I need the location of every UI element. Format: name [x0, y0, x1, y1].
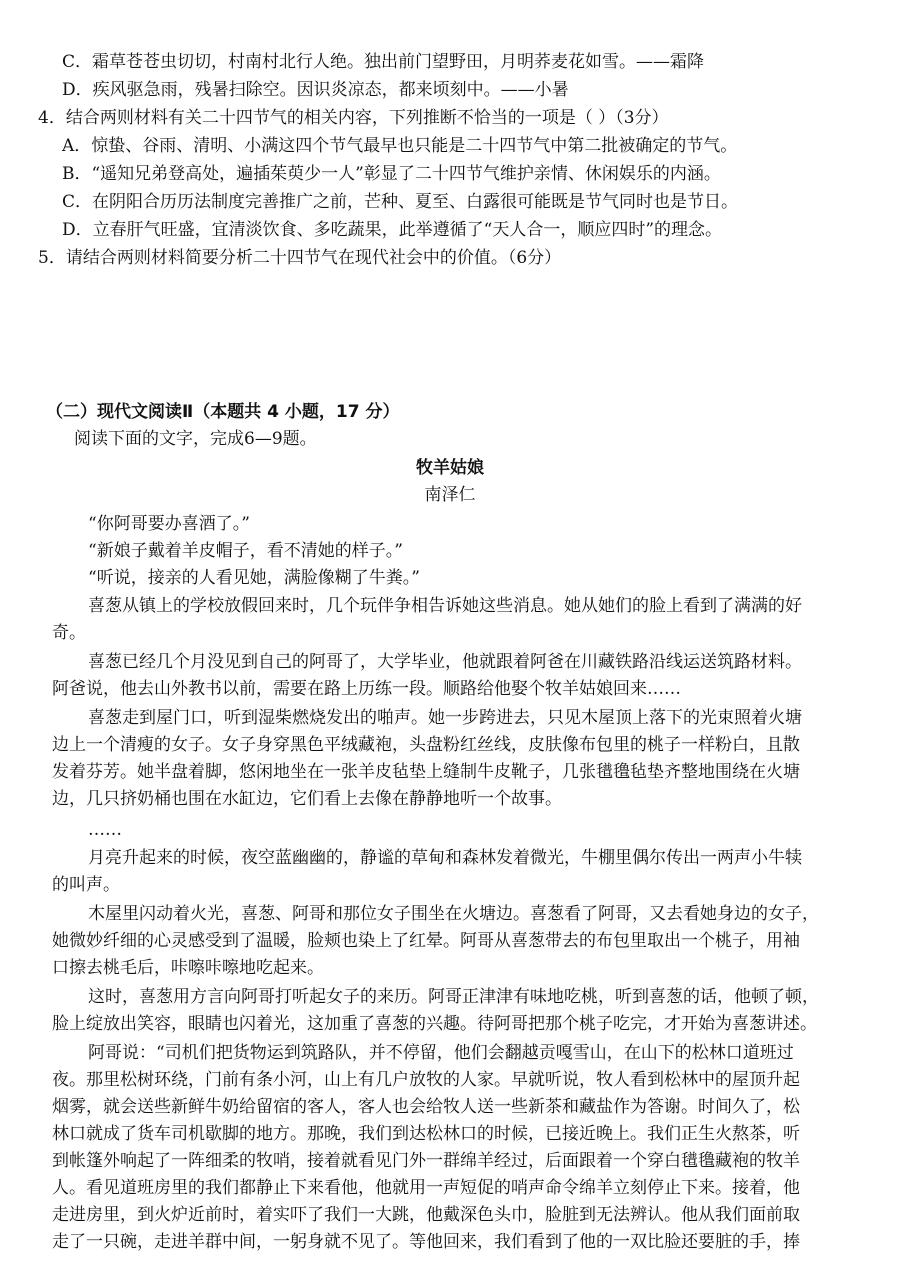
paragraph-8-line-1: 木屋里闪动着火光，喜葱、阿哥和那位女子围坐在火塘边。喜葱看了阿哥，又去看她身边的女子， — [88, 904, 819, 924]
section-intro: 阅读下面的文字，完成6—9题。 — [74, 429, 317, 449]
dialogue-line-2: “新娘子戴着羊皮帽子，看不清她的样子。” — [88, 541, 403, 561]
paragraph-9-line-1: 这时，喜葱用方言向阿哥打听起女子的来历。阿哥正津津有味地吃桃，听到喜葱的话，他顿了顿， — [88, 987, 819, 1007]
paragraph-10-line-4: 林口就成了货车司机歇脚的地方。那晚，我们到达松林口的时候，已接近晚上。我们正生火熬茶，听 — [52, 1124, 800, 1144]
paragraph-10-line-8: 走了一只碗，走进羊群中间，一躬身就不见了。等他回来，我们看到了他的一双比脸还要脏的手，捧 — [52, 1232, 800, 1252]
paragraph-6-line-1: 喜葱走到屋门口，听到湿柴燃烧发出的啪声。她一步跨进去，只见木屋顶上落下的光束照着火塘 — [88, 708, 802, 728]
dialogue-line-3: “听说，接亲的人看见她，满脸像糊了牛粪。” — [88, 568, 420, 588]
paragraph-6-line-2: 边上一个清瘦的女子。女子身穿黑色平绒藏袍，头盘粉红丝线，皮肤像布包里的桃子一样粉白，且散 — [52, 735, 800, 755]
ellipsis: …… — [88, 820, 122, 840]
paragraph-10-line-2: 夜。那里松树环绕，门前有条小河，山上有几户放牧的人家。早就听说，牧人看到松林中的屋顶升起 — [52, 1070, 800, 1090]
paragraph-9-line-2: 脸上绽放出笑容，眼睛也闪着光，这加重了喜葱的兴趣。待阿哥把那个桃子吃完，才开始为喜葱讲述。 — [52, 1014, 817, 1034]
paragraph-7-line-1: 月亮升起来的时候，夜空蓝幽幽的，静谧的草甸和森林发着微光，牛棚里偶尔传出一两声小牛犊 — [88, 848, 802, 868]
q4-option-d: D．立春肝气旺盛，宜清淡饮食、多吃蔬果，此举遵循了“天人合一，顺应四时”的理念。 — [62, 220, 723, 240]
paragraph-4-line-1: 喜葱从镇上的学校放假回来时，几个玩伴争相告诉她这些消息。她从她们的脸上看到了满满的好 — [88, 596, 802, 616]
q4-option-a: A．惊蛰、谷雨、清明、小满这四个节气最早也只能是二十四节气中第二批被确定的节气。 — [62, 136, 738, 156]
paragraph-10-line-3: 烟雾，就会送些新鲜牛奶给留宿的客人，客人也会给牧人送一些新茶和藏盐作为答谢。时间久了，松 — [52, 1097, 800, 1117]
paragraph-6-line-4: 边，几只挤奶桶也围在水缸边，它们看上去像在静静地听一个故事。 — [52, 789, 562, 809]
q3-option-c: C．霜草苍苍虫切切，村南村北行人绝。独出前门望野田，月明荞麦花如雪。——霜降 — [62, 52, 705, 72]
paragraph-10-line-5: 到帐篷外响起了一阵细柔的牧哨，接着就看见门外一群绵羊经过，后面跟着一个穿白氆氇藏袍的牧羊 — [52, 1151, 800, 1171]
paragraph-5-line-2: 阿爸说，他去山外教书以前，需要在路上历练一段。顺路给他娶个牧羊姑娘回来…… — [52, 679, 681, 699]
paragraph-10-line-6: 人。看见道班房里的我们都静止下来看他，他就用一声短促的哨声命令绵羊立刻停止下来。接着，他 — [52, 1178, 800, 1198]
paragraph-4-line-2: 奇。 — [52, 623, 86, 643]
q4-option-b: B．“遥知兄弟登高处，遍插茱萸少一人”彰显了二十四节气维护亲情、休闲娱乐的内涵。 — [62, 164, 721, 184]
paragraph-8-line-3: 口擦去桃毛后，咔嚓咔嚓地吃起来。 — [52, 958, 324, 978]
q3-option-d: D．疾风驱急雨，残暑扫除空。因识炎凉态，都来顷刻中。——小暑 — [62, 80, 569, 100]
paragraph-7-line-2: 的叫声。 — [52, 875, 120, 895]
paragraph-6-line-3: 发着芬芳。她半盘着脚，悠闲地坐在一张羊皮毡垫上缝制牛皮靴子，几张氆氇毡垫齐整地围绕在火塘 — [52, 762, 800, 782]
paragraph-10-line-7: 走进房里，到火炉近前时，着实吓了我们一大跳，他戴深色头巾，脸脏到无法辨认。他从我们面前取 — [52, 1205, 800, 1225]
paragraph-8-line-2: 她微妙纤细的心灵感受到了温暖，脸颊也染上了红晕。阿哥从喜葱带去的布包里取出一个桃子，用袖 — [52, 931, 800, 951]
story-title: 牧羊姑娘 — [416, 458, 484, 478]
q5-stem: 5．请结合两则材料简要分析二十四节气在现代社会中的价值。（6分） — [38, 248, 562, 268]
q4-stem: 4．结合两则材料有关二十四节气的相关内容，下列推断不恰当的一项是（ ）（3分） — [38, 108, 669, 128]
story-author: 南泽仁 — [424, 485, 476, 505]
paragraph-10-line-1: 阿哥说：“司机们把货物运到筑路队，并不停留，他们会翻越贡嘎雪山，在山下的松林口道班过 — [88, 1043, 794, 1063]
q4-option-c: C．在阴阳合历历法制度完善推广之前，芒种、夏至、白露很可能既是节气同时也是节日。 — [62, 192, 739, 212]
paragraph-5-line-1: 喜葱已经几个月没见到自己的阿哥了，大学毕业，他就跟着阿爸在川藏铁路沿线运送筑路材料。 — [88, 652, 802, 672]
section-heading: （二）现代文阅读Ⅱ（本题共 4 小题，17 分） — [46, 402, 400, 422]
dialogue-line-1: “你阿哥要办喜酒了。” — [88, 514, 250, 534]
